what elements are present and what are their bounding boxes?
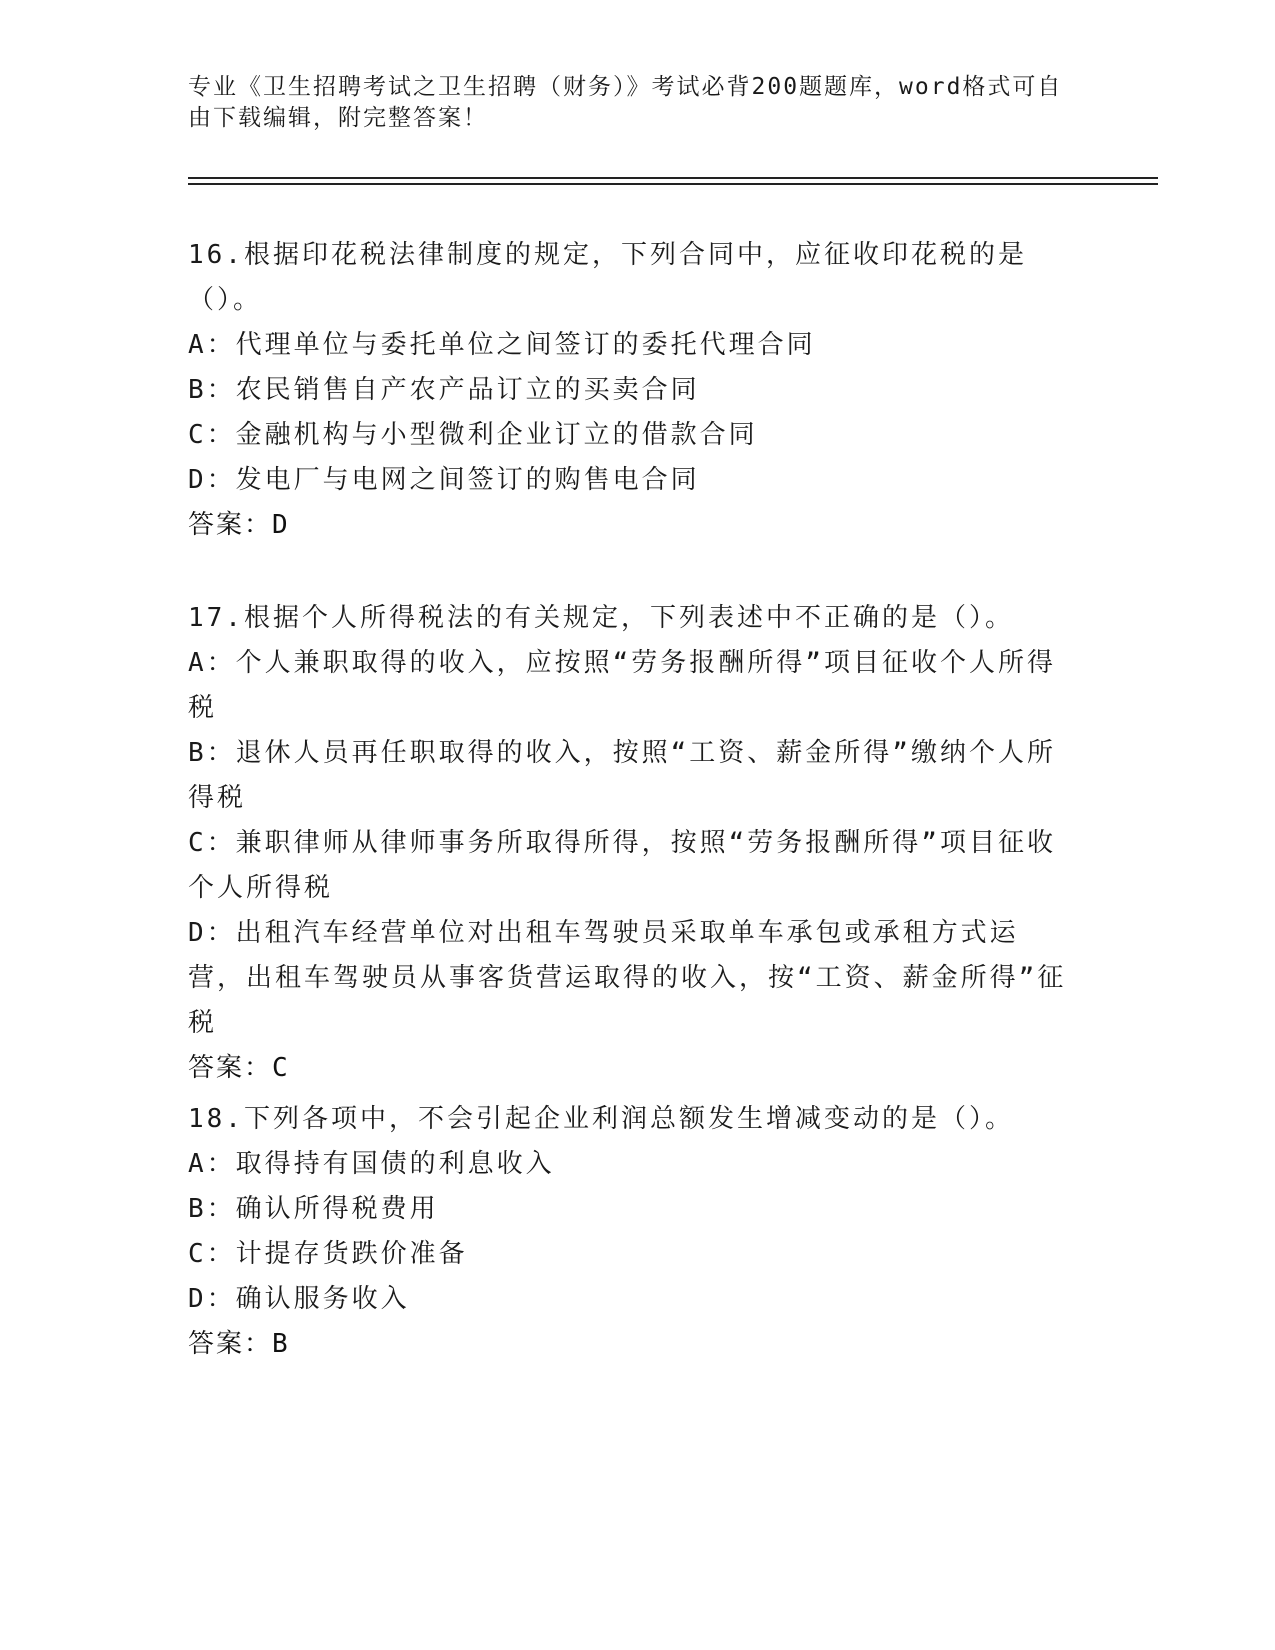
- answer-label: 答案：: [188, 1053, 273, 1083]
- option-b: B：退休人员再任职取得的收入，按照“工资、薪金所得”缴纳个人所得税: [188, 738, 1056, 813]
- header-divider-top: [188, 177, 1158, 179]
- option-a: A：个人兼职取得的收入，应按照“劳务报酬所得”项目征收个人所得税: [188, 648, 1056, 723]
- option-a: A：取得持有国债的利息收入: [188, 1149, 555, 1179]
- document-header-intro: 专业《卫生招聘考试之卫生招聘（财务）》考试必背200题题库，word格式可自由下载编辑，附完整答案！: [188, 74, 1063, 131]
- question-title: 18.下列各项中，不会引起企业利润总额发生增减变动的是（）。: [188, 1104, 1014, 1134]
- option-d: D：出租汽车经营单位对出租车驾驶员采取单车承包或承租方式运营，出租车驾驶员从事客货营运取得的收入，按“工资、薪金所得”征税: [188, 918, 1067, 1038]
- answer-label: 答案：: [188, 1329, 273, 1359]
- option-c: C：计提存货跌价准备: [188, 1239, 468, 1269]
- option-b: B：确认所得税费用: [188, 1194, 439, 1224]
- option-a: A：代理单位与委托单位之间签订的委托代理合同: [188, 330, 816, 360]
- option-d: D：确认服务收入: [188, 1284, 410, 1314]
- answer-line: [188, 1046, 1068, 1091]
- option-c: C：兼职律师从律师事务所取得所得，按照“劳务报酬所得”项目征收个人所得税: [188, 828, 1056, 903]
- question-16: [188, 233, 1068, 548]
- header-divider-bottom: [188, 183, 1158, 185]
- answer-label: 答案：: [188, 510, 273, 540]
- option-d: D：发电厂与电网之间签订的购售电合同: [188, 465, 700, 495]
- question-18: [188, 1097, 1068, 1367]
- answer-value: D: [272, 510, 289, 540]
- answer-value: B: [272, 1329, 289, 1359]
- option-c: C：金融机构与小型微利企业订立的借款合同: [188, 420, 758, 450]
- answer-value: C: [272, 1053, 289, 1083]
- question-title: 17.根据个人所得税法的有关规定，下列表述中不正确的是（）。: [188, 603, 1014, 633]
- option-b: B：农民销售自产农产品订立的买卖合同: [188, 375, 700, 405]
- answer-line: [188, 503, 1068, 548]
- question-17: [188, 596, 1068, 1091]
- question-title: 16.根据印花税法律制度的规定，下列合同中，应征收印花税的是（）。: [188, 240, 1027, 315]
- answer-line: [188, 1322, 1068, 1367]
